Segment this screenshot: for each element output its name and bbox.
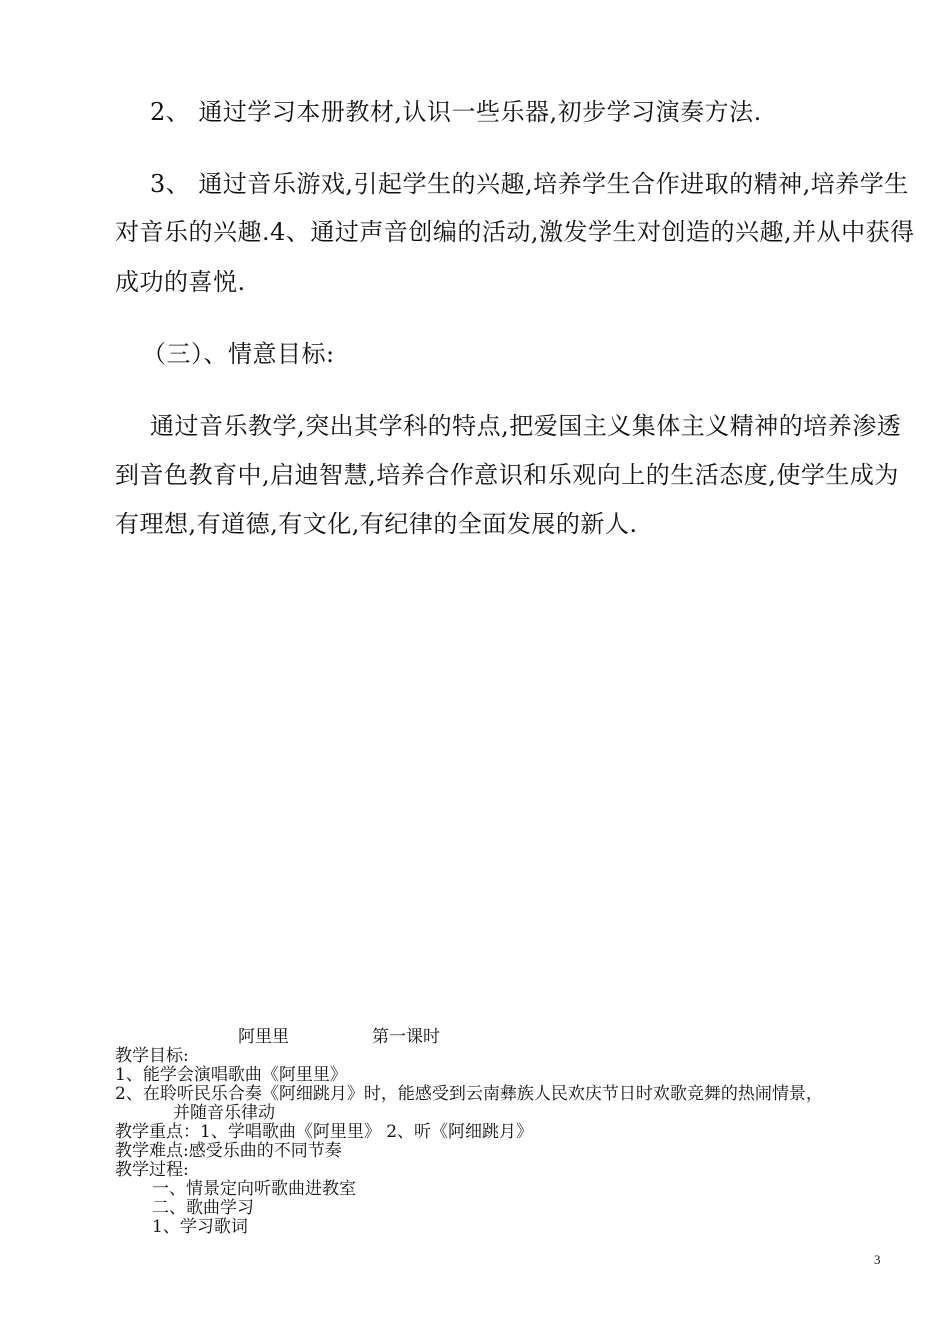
process-step-1: 一、情景定向听歌曲进教室 (152, 1179, 356, 1199)
goal-2-line-2: 并随音乐律动 (173, 1103, 275, 1123)
process-step-2: 二、歌曲学习 (152, 1198, 254, 1218)
goal-1: 1、能学会演唱歌曲《阿里里》 (115, 1065, 347, 1085)
objective-item-3-line-3: 成功的喜悦. (115, 268, 246, 296)
objective-item-3-line-1: 3、 通过音乐游戏,引起学生的兴趣,培养学生合作进取的精神,培养学生 (150, 170, 909, 198)
page-number: 3 (874, 1252, 881, 1267)
objective-item-2: 2、 通过学习本册教材,认识一些乐器,初步学习演奏方法. (150, 98, 762, 126)
paragraph-line-2: 到音色教育中,启迪智慧,培养合作意识和乐观向上的生活态度,使学生成为 (115, 461, 899, 489)
process-step-2-sub-1: 1、学习歌词 (152, 1217, 248, 1237)
goal-2-line-1: 2、在聆听民乐合奏《阿细跳月》时，能感受到云南彝族人民欢庆节日时欢歌竞舞的热闹情景， (115, 1084, 823, 1104)
section-heading: （三）、情意目标: (142, 340, 335, 368)
process-label: 教学过程: (115, 1160, 189, 1180)
goals-label: 教学目标: (115, 1046, 189, 1066)
key-points: 教学重点：1、学唱歌曲《阿里里》 2、听《阿细跳月》 (115, 1122, 534, 1142)
paragraph-line-3: 有理想,有道德,有文化,有纪律的全面发展的新人. (115, 510, 638, 538)
objective-item-3-line-2: 对音乐的兴趣.4、通过声音创编的活动,激发学生对创造的兴趣,并从中获得 (115, 218, 915, 246)
lesson-title: 阿里里 (238, 1027, 289, 1047)
lesson-period: 第一课时 (372, 1027, 440, 1047)
paragraph-line-1: 通过音乐教学,突出其学科的特点,把爱国主义集体主义精神的培养渗透 (150, 412, 902, 440)
difficulties: 教学难点:感受乐曲的不同节奏 (115, 1141, 342, 1161)
